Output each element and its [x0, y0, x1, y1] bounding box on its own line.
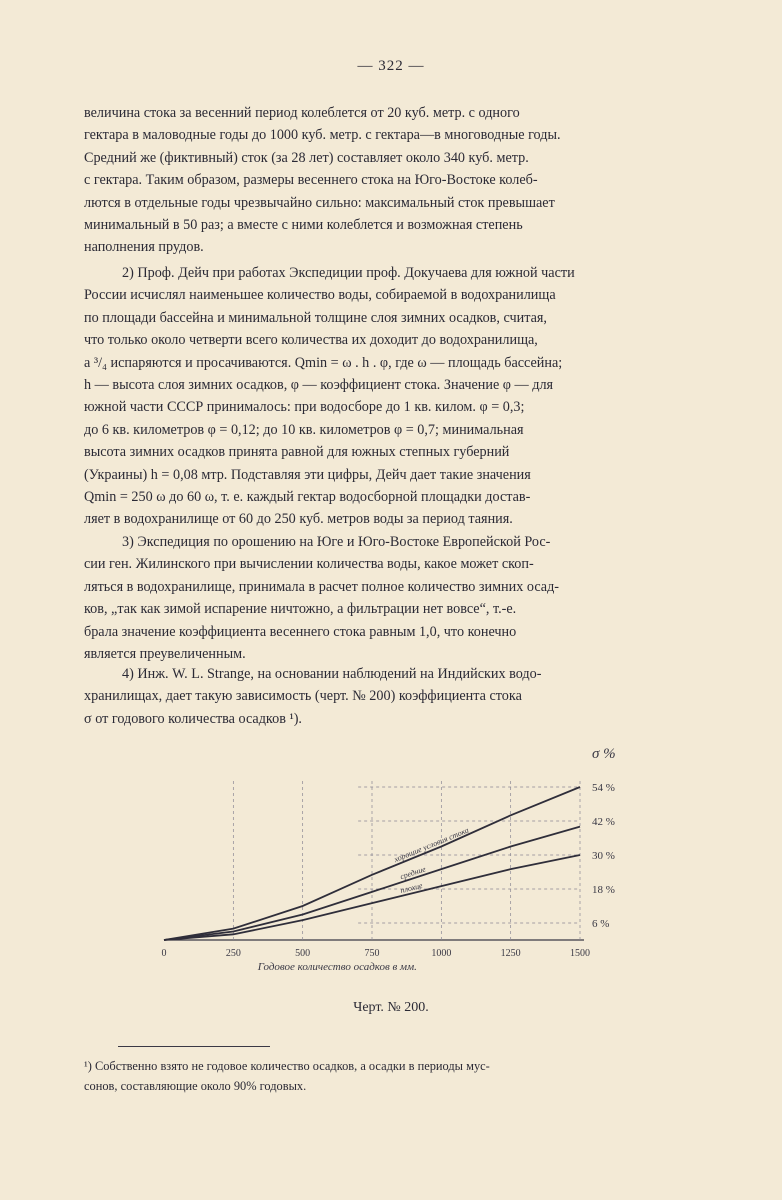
text-line: по площади бассейна и минимальной толщине слоя зимних осадков, считая,	[84, 309, 547, 326]
y-tick-label: 18 %	[592, 884, 615, 896]
paragraph-4	[84, 663, 682, 730]
series-label: средние	[398, 864, 427, 882]
text-line: ков, „так как зимой испарение ничтожно, а фильтрации нет вовсе“, т.-е.	[84, 601, 517, 618]
series-label: плохие	[399, 880, 424, 895]
text-line: σ от годового количества осадков ¹).	[84, 710, 302, 727]
text-line: Средний же (фиктивный) сток (за 28 лет) составляет около 340 куб. метр.	[84, 149, 529, 166]
series-line	[164, 787, 580, 940]
x-axis-label: Годовое количество осадков в мм.	[257, 961, 417, 973]
figure-caption: Черт. № 200.	[353, 1000, 429, 1015]
y-tick-label: 54 %	[592, 782, 615, 794]
y-axis-label: σ %	[592, 746, 616, 762]
text-line: лются в отдельные годы чрезвычайно сильно: максимальный сток превышает	[84, 194, 555, 211]
text-line: до 6 кв. километров φ = 0,12; до 10 кв. километров φ = 0,7; минимальная	[84, 421, 524, 438]
text-line: брала значение коэффициента весеннего стока равным 1,0, что конечно	[84, 623, 517, 640]
paragraph-1	[84, 102, 682, 259]
text-line: сии ген. Жилинского при вычислении количества воды, какое может скоп-	[84, 556, 534, 573]
text-line: что только около четверти всего количества их доходит до водохранилища,	[84, 332, 538, 349]
x-tick-label: 0	[161, 948, 167, 959]
x-tick-label: 500	[295, 948, 311, 959]
footnote-rule	[118, 1046, 270, 1047]
text-line: 3) Экспедиция по орошению на Юге и Юго-Востоке Европейской Рос-	[122, 534, 551, 550]
x-tick-label: 1250	[500, 948, 521, 959]
text-line: величина стока за весенний период колеблется от 20 куб. метр. с одного	[84, 105, 520, 121]
page-number: — 322 —	[357, 58, 425, 74]
text-line: наполнения прудов.	[84, 239, 204, 256]
footnote	[84, 1056, 682, 1096]
text-line: ляться в водохранилище, принимала в расчет полное количество зимних осад-	[84, 578, 560, 595]
x-tick-label: 1500	[570, 948, 590, 959]
text-line: 2) Проф. Дейч при работах Экспедиции проф. Докучаева для южной части	[122, 265, 575, 281]
text-line: Qmin = 250 ω до 60 ω, т. е. каждый гектар водосборной площадки достав-	[84, 488, 531, 505]
text-line: России исчислял наименьшее количество воды, собираемой в водохранилища	[84, 287, 556, 304]
text-line: h — высота слоя зимних осадков, φ — коэффициент стока. Значение φ — для	[84, 376, 554, 393]
text-line: гектара в маловодные годы до 1000 куб. метр. с гектара—в многоводные годы.	[84, 127, 561, 144]
text-line: является преувеличенным.	[84, 645, 246, 662]
x-tick-label: 250	[225, 948, 241, 959]
y-tick-label: 30 %	[592, 850, 615, 862]
footnote-line: сонов, составляющие около 90% годовых.	[84, 1079, 307, 1093]
paragraph-2	[84, 262, 682, 531]
y-tick-label: 42 %	[592, 816, 615, 828]
text-line: минимальный в 50 раз; а вместе с ними колеблется и возможная степень	[84, 216, 523, 233]
text-line: ляет в водохранилище от 60 до 250 куб. метров воды за период таяния.	[84, 511, 513, 528]
text-line: южной части СССР принималось: при водосборе до 1 кв. килом. φ = 0,3;	[84, 399, 525, 416]
chart-svg	[150, 740, 640, 980]
x-tick-label: 750	[364, 948, 380, 959]
text-line: а ³/₄ испаряются и просачиваются. Qmin = ω . h . φ, где ω — площадь бассейна;	[84, 354, 563, 371]
footnote-line: ¹) Собственно взято не годовое количество осадков, а осадки в периоды мус-	[84, 1059, 490, 1073]
runoff-chart	[150, 740, 640, 980]
text-line: с гектара. Таким образом, размеры весеннего стока на Юго-Востоке колеб-	[84, 172, 538, 189]
series-label: хорошие условия стока	[392, 825, 471, 865]
text-line: хранилищах, дает такую зависимость (черт. № 200) коэффициента стока	[84, 688, 522, 705]
x-tick-label: 1000	[431, 948, 452, 959]
text-line: (Украины) h = 0,08 мтр. Подставляя эти цифры, Дейч дает такие значения	[84, 466, 531, 483]
paragraph-3	[84, 531, 682, 665]
y-tick-label: 6 %	[592, 918, 610, 930]
text-line: 4) Инж. W. L. Strange, на основании наблюдений на Индийских водо-	[122, 666, 542, 682]
text-line: высота зимних осадков принята равной для южных степных губерний	[84, 444, 510, 461]
